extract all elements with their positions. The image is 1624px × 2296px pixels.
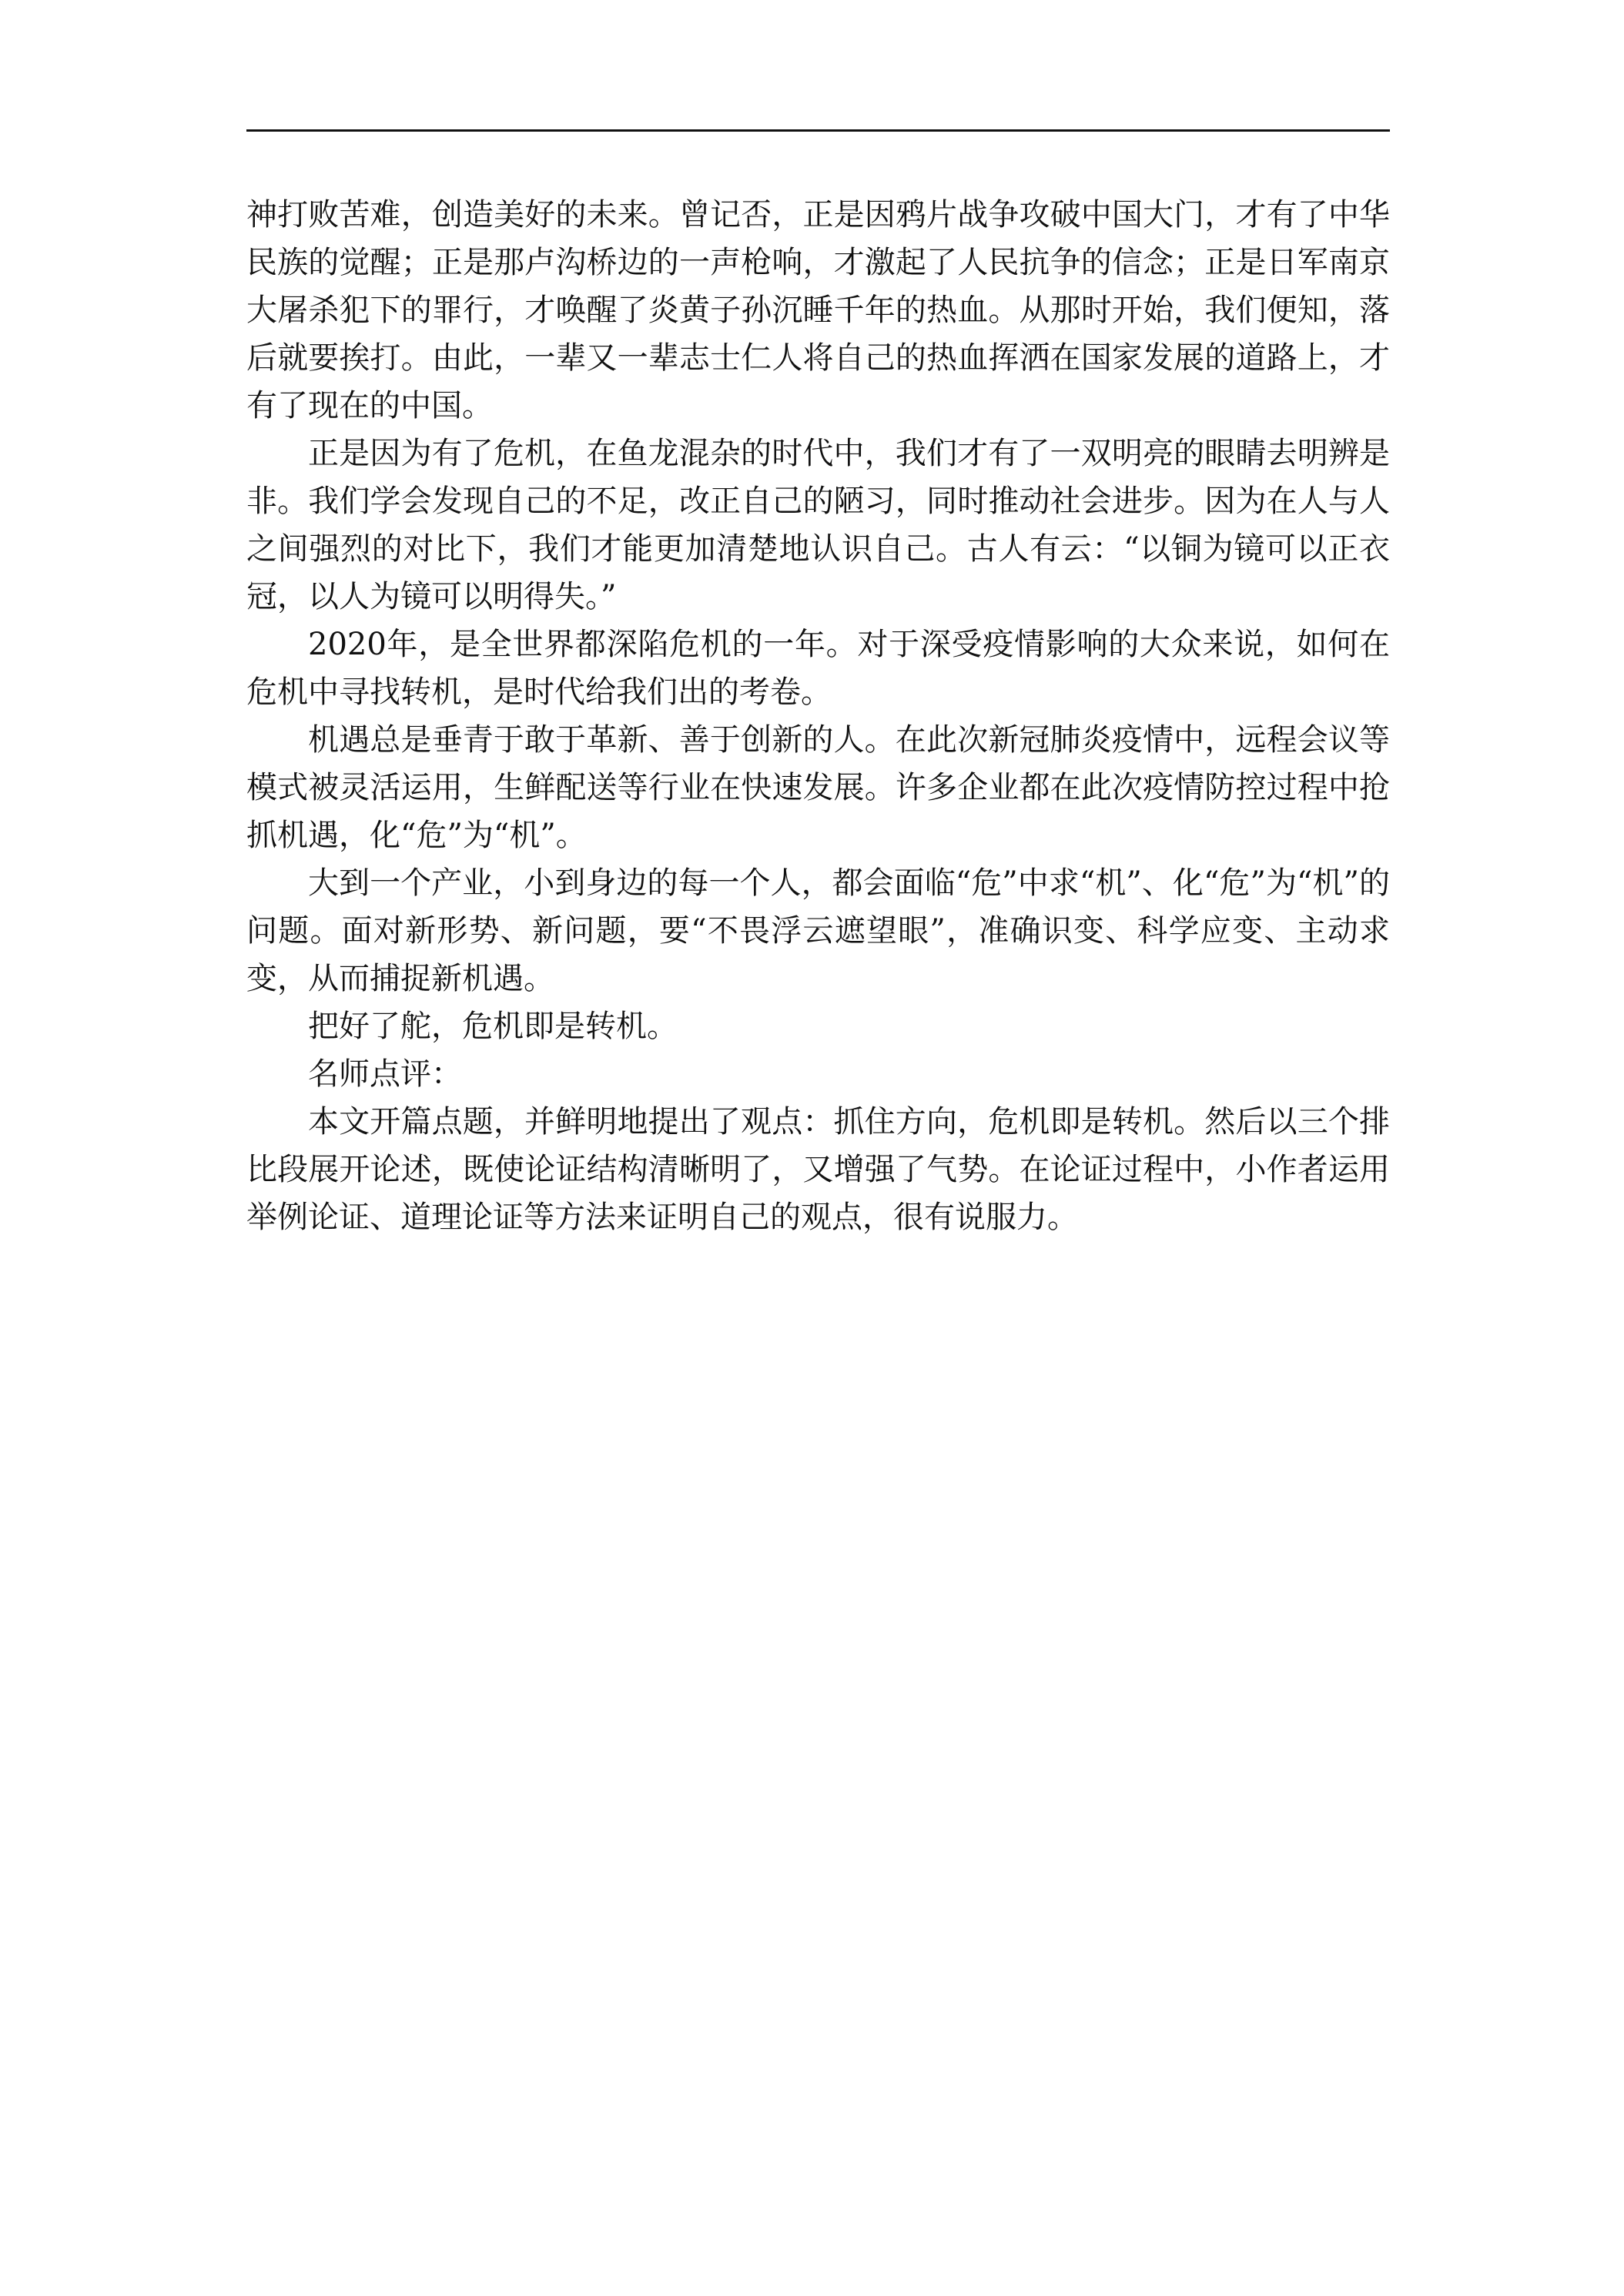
commentary-heading: 名师点评： bbox=[308, 1056, 462, 1092]
paragraph-2: 正是因为有了危机，在鱼龙混杂的时代中，我们才有了一双明亮的眼睛去明辨是非。我们学会发现自己的不足，改正自己的陋习，同时推动社会进步。因为在人与人之间强烈的对比下，我们才能更加清楚地认识自己。古人有云：“以铜为镜可以正衣冠，以人为镜可以明得失。” bbox=[246, 436, 1390, 614]
paragraph-6: 把好了舵，危机即是转机。 bbox=[308, 1009, 678, 1044]
document-body bbox=[246, 191, 1390, 1241]
header-rule bbox=[246, 129, 1390, 132]
paragraph-3: 2020年，是全世界都深陷危机的一年。对于深受疫情影响的大众来说，如何在危机中寻找转机，是时代给我们出的考卷。 bbox=[246, 627, 1390, 710]
commentary-text: 本文开篇点题，并鲜明地提出了观点：抓住方向，危机即是转机。然后以三个排比段展开论述，既使论证结构清晰明了，又增强了气势。在论证过程中，小作者运用举例论证、道理论证等方法来证明自己的观点，很有说服力。 bbox=[246, 1104, 1390, 1235]
paragraph-5: 大到一个产业，小到身边的每一个人，都会面临“危”中求“机”、化“危”为“机”的问题。面对新形势、新问题，要“不畏浮云遮望眼”，准确识变、科学应变、主动求变，从而捕捉新机遇。 bbox=[246, 865, 1390, 996]
paragraph-4: 机遇总是垂青于敢于革新、善于创新的人。在此次新冠肺炎疫情中，远程会议等模式被灵活运用，生鲜配送等行业在快速发展。许多企业都在此次疫情防控过程中抢抓机遇，化“危”为“机”。 bbox=[246, 722, 1390, 853]
paragraph-1: 神打败苦难，创造美好的未来。曾记否，正是因鸦片战争攻破中国大门，才有了中华民族的觉醒；正是那卢沟桥边的一声枪响，才激起了人民抗争的信念；正是日军南京大屠杀犯下的罪行，才唤醒了炎黄子孙沉睡千年的热血。从那时开始，我们便知，落后就要挨打。由此，一辈又一辈志士仁人将自己的热血挥洒在国家发展的道路上，才有了现在的中国。 bbox=[246, 197, 1390, 423]
